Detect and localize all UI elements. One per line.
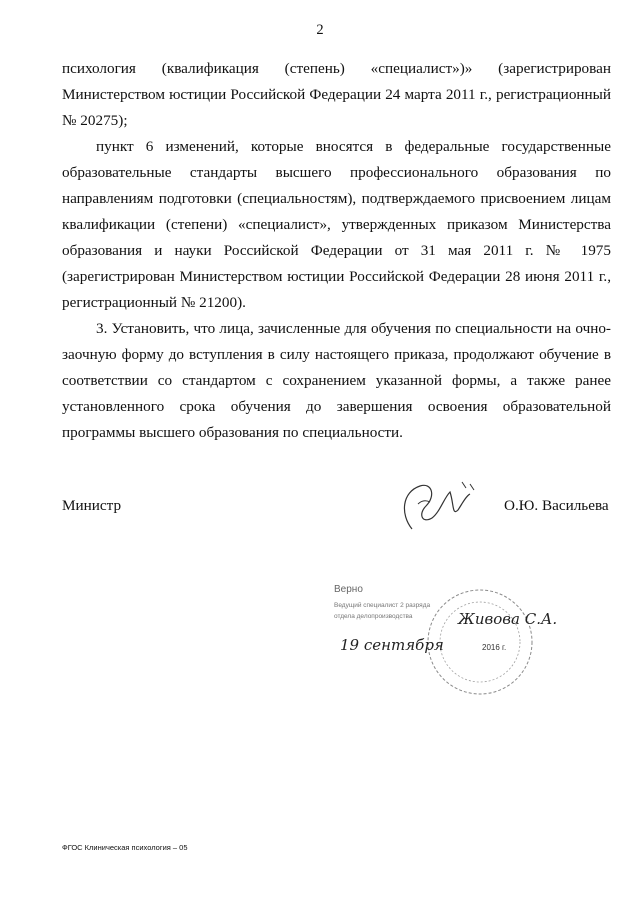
- handwritten-signature: [392, 474, 482, 544]
- stamp-position-line1: Ведущий специалист 2 разряда: [334, 602, 431, 609]
- stamp-signer-handwritten: Живова С.А.: [458, 610, 558, 628]
- signatory-name: О.Ю. Васильева: [504, 497, 609, 514]
- paragraph-clause-6: пункт 6 изменений, которые вносятся в федеральные государственные образовательные стандарты высшего профессионального образования по направлениям подготовки (специальностям), подтверждаемого присвоением лицам квалификации (степени) «специалист», утвержденных приказом Министерства образования и науки Российской Федерации от 31 мая 2011 г. № 1975 (зарегистрирован Министерством юстиции Российской Федерации 28 июня 2011 г., регистрационный № 21200).: [62, 138, 611, 311]
- certification-stamp: [332, 580, 562, 700]
- paragraph-registration: психология (квалификация (степень) «специалист»)» (зарегистрирован Министерством юстиции Российской Федерации 24 марта 2011 г., регистрационный № 20275);: [62, 60, 611, 129]
- stamp-date-handwritten: 19 сентября: [340, 636, 444, 654]
- document-body: [62, 56, 611, 446]
- page-number: 2: [316, 22, 324, 38]
- paragraph-item-3: 3. Установить, что лица, зачисленные для обучения по специальности на очно-заочную форму до вступления в силу настоящего приказа, продолжают обучение в соответствии со стандартом с сохранением указанной формы, а также ранее установленного срока обучения до завершения освоения образовательной программы высшего образования по специальности.: [62, 320, 611, 441]
- signatory-title: Министр: [62, 497, 122, 514]
- stamp-year: 2016 г.: [482, 643, 507, 652]
- stamp-verified-label: Верно: [334, 584, 363, 595]
- stamp-position-line2: отдела делопроизводства: [334, 613, 413, 620]
- footer-label: ФГОС Клиническая психология – 05: [62, 843, 188, 852]
